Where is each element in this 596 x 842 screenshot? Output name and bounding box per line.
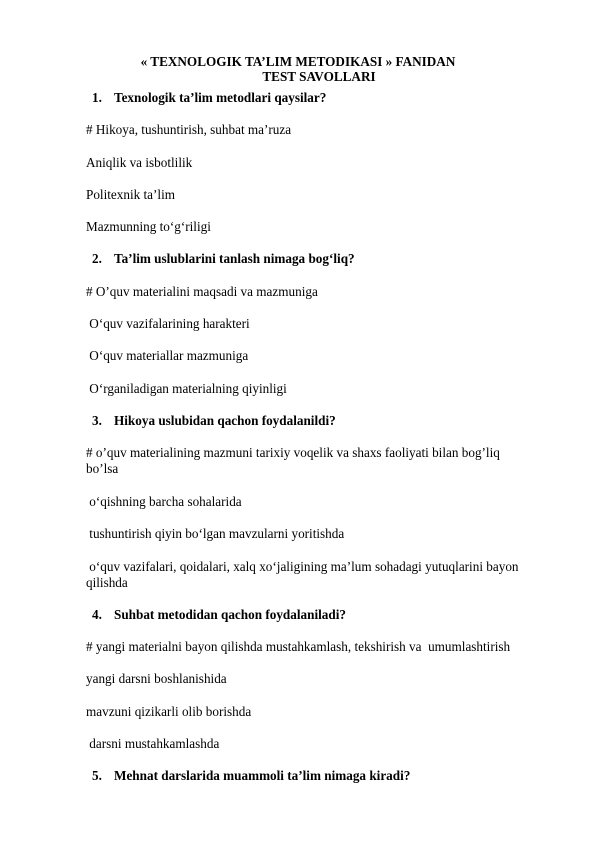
answer-option: yangi darsni boshlanishida — [86, 671, 227, 686]
answer-option: # O’quv materialini maqsadi va mazmuniga — [86, 284, 318, 299]
answer-option: Mazmunning to‘g‘riligi — [86, 219, 211, 234]
answer-option: mavzuni qizikarli olib borishda — [86, 704, 252, 719]
answer-option: darsni mustahkamlashda — [86, 736, 220, 751]
answer-option: Aniqlik va isbotlilik — [86, 155, 193, 170]
question-number: 1. — [92, 90, 102, 105]
answer-option: o‘qishning barcha sohalarida — [86, 494, 242, 509]
document-subtitle: TEST SAVOLLARI — [262, 69, 376, 84]
answer-option: O‘rganiladigan materialning qiyinligi — [86, 381, 287, 396]
question-number: 2. — [92, 251, 102, 266]
answer-option: O‘quv vazifalarining harakteri — [86, 316, 250, 331]
answer-option: # yangi materialni bayon qilishda mustahkamlash, tekshirish va umumlashtirish — [86, 639, 511, 654]
question-4 — [92, 607, 346, 622]
question-number: 4. — [92, 607, 102, 622]
answer-option: # Hikoya, tushuntirish, suhbat ma’ruza — [86, 122, 292, 137]
question-number: 3. — [92, 413, 102, 428]
answer-option: o‘quv vazifalari, qoidalari, xalq xo‘jaligining ma’lum sohadagi yutuqlarini bayon qilishda — [86, 559, 522, 590]
question-3 — [92, 413, 336, 428]
question-5 — [92, 768, 410, 783]
document-title: « TEXNOLOGIK TA’LIM METODIKASI » FANIDAN — [140, 54, 456, 69]
answer-option: Politexnik ta’lim — [86, 187, 176, 202]
question-2 — [92, 251, 355, 266]
answer-option: # o’quv materialining mazmuni tarixiy voqelik va shaxs faoliyati bilan bog’liq bo’lsa — [86, 445, 500, 476]
question-text: Suhbat metodidan qachon foydalaniladi? — [114, 607, 346, 622]
question-text: Mehnat darslarida muammoli ta’lim nimaga kiradi? — [114, 768, 411, 783]
question-number: 5. — [92, 768, 102, 783]
question-text: Hikoya uslubidan qachon foydalanildi? — [114, 413, 336, 428]
question-text: Texnologik ta’lim metodlari qaysilar? — [114, 90, 327, 105]
question-text: Ta’lim uslublarini tanlash nimaga bog‘liq? — [114, 251, 355, 266]
answer-option: O‘quv materiallar mazmuniga — [86, 348, 249, 363]
answer-option: tushuntirish qiyin bo‘lgan mavzularni yoritishda — [86, 526, 345, 541]
question-1 — [92, 90, 326, 105]
